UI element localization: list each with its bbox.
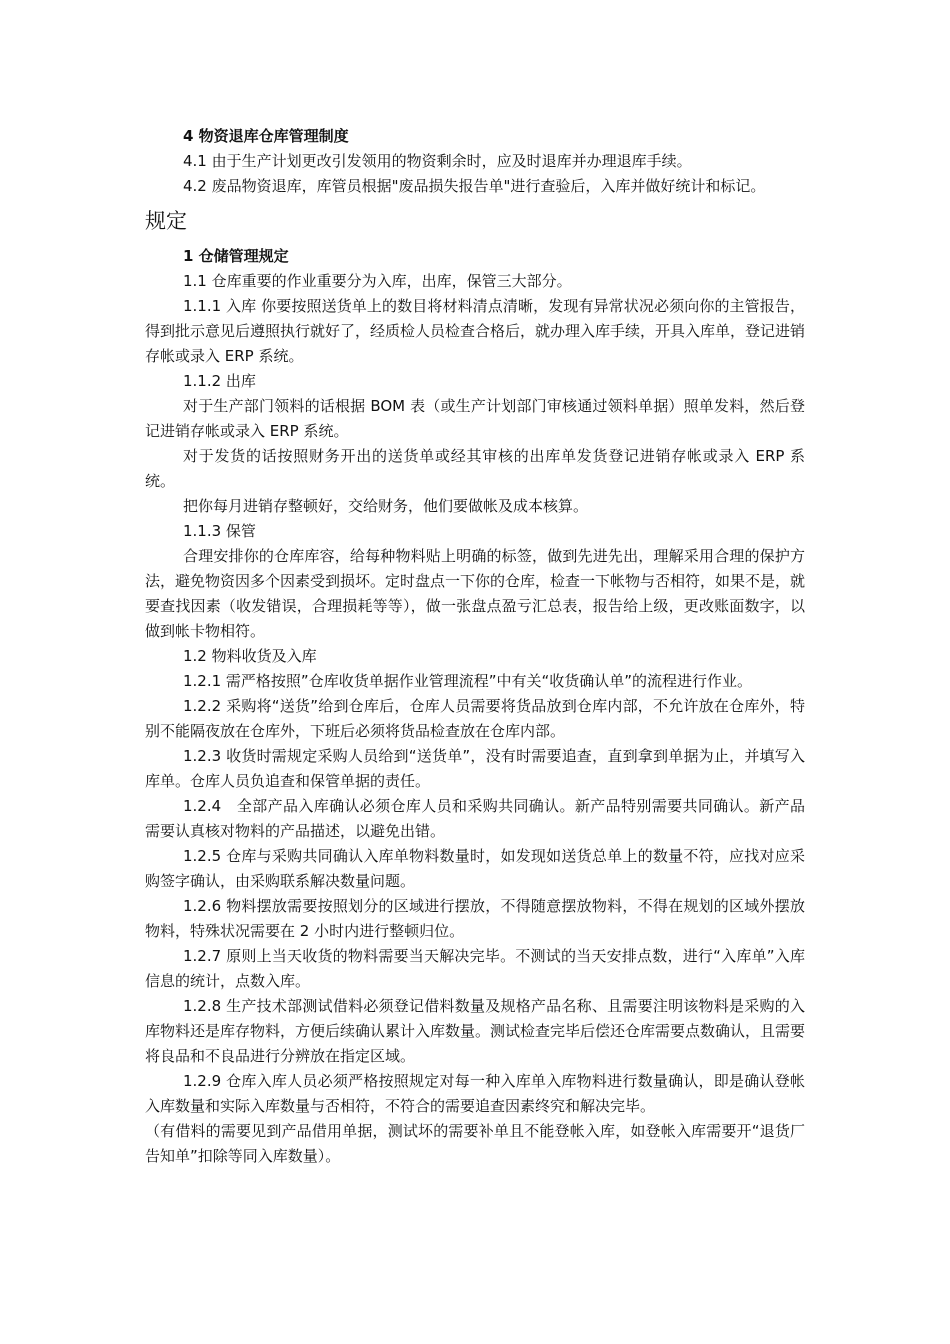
paragraph-1-1-2-c: 把你每月进销存整顿好，交给财务，他们要做帐及成本核算。: [183, 497, 589, 515]
paragraph-1-2-9-note: （有借料的需要见到产品借用单据，测试坏的需要补单且不能登帐入库，如登帐入库需要开“退货厂告知单”扣除等同入库数量）。: [145, 1122, 805, 1165]
paragraph-1-1-1: 1.1.1 入库 你要按照送货单上的数目将材料清点清晰，发现有异常状况必须向你的主管报告，得到批示意见后遵照执行就好了，经质检人员检查合格后，就办理入库手续，开具入库单，登记进销存帐或录入 ERP 系统。: [145, 297, 806, 365]
paragraph-4-1: 4.1 由于生产计划更改引发领用的物资剩余时，应及时退库并办理退库手续。: [183, 152, 692, 170]
paragraph-1-1: 1.1 仓库重要的作业重要分为入库，出库，保管三大部分。: [183, 272, 572, 290]
paragraph-1-2: 1.2 物料收货及入库: [183, 647, 317, 665]
subheading-1-1-2: 1.1.2 出库: [183, 372, 256, 390]
section-1-heading: 1 仓储管理规定: [183, 247, 289, 265]
paragraph-1-2-8: 1.2.8 生产技术部测试借料必须登记借料数量及规格产品名称、且需要注明该物料是采购的入库物料还是库存物料，方便后续确认累计入库数量。测试检查完毕后偿还仓库需要点数确认，且需要将良品和不良品进行分辨放在指定区域。: [145, 997, 806, 1065]
subheading-1-1-3: 1.1.3 保管: [183, 522, 256, 540]
paragraph-1-2-7: 1.2.7 原则上当天收货的物料需要当天解决完毕。不测试的当天安排点数，进行“入库单”入库信息的统计，点数入库。: [145, 947, 805, 990]
paragraph-1-1-3: 合理安排你的仓库库容，给每种物料贴上明确的标签，做到先进先出，理解采用合理的保护方法，避免物资因多个因素受到损坏。定时盘点一下你的仓库，检查一下帐物与否相符，如果不是，就要查找因素（收发错误，合理损耗等等），做一张盘点盈亏汇总表，报告给上级，更改账面数字，以做到帐卡物相符。: [145, 547, 806, 640]
paragraph-1-2-2: 1.2.2 采购将“送货”给到仓库后，仓库人员需要将货品放到仓库内部，不允许放在仓库外，特别不能隔夜放在仓库外，下班后必须将货品检查放在仓库内部。: [145, 697, 805, 740]
rules-title: 规定: [145, 209, 187, 233]
paragraph-1-2-5: 1.2.5 仓库与采购共同确认入库单物料数量时，如发现如送货总单上的数量不符，应找对应采购签字确认，由采购联系解决数量问题。: [145, 847, 805, 890]
paragraph-1-2-4: 1.2.4 全部产品入库确认必须仓库人员和采购共同确认。新产品特别需要共同确认。新产品需要认真核对物料的产品描述，以避免出错。: [145, 797, 805, 840]
section-4-heading: 4 物资退库仓库管理制度: [183, 127, 349, 145]
paragraph-1-2-9: 1.2.9 仓库入库人员必须严格按照规定对每一种入库单入库物料进行数量确认，即是确认登帐入库数量和实际入库数量与否相符，不符合的需要追查因素终究和解决完毕。: [145, 1072, 805, 1115]
document-page: [145, 124, 805, 1169]
paragraph-1-1-2-b: 对于发货的话按照财务开出的送货单或经其审核的出库单发货登记进销存帐或录入 ERP 系统。: [145, 447, 805, 490]
paragraph-4-2: 4.2 废品物资退库，库管员根据"废品损失报告单"进行查验后，入库并做好统计和标记。: [183, 177, 766, 195]
paragraph-1-2-1: 1.2.1 需严格按照”仓库收货单据作业管理流程”中有关“收货确认单”的流程进行作业。: [183, 672, 753, 690]
paragraph-1-1-2-a: 对于生产部门领料的话根据 BOM 表（或生产计划部门审核通过领料单据）照单发料，然后登记进销存帐或录入 ERP 系统。: [145, 397, 805, 440]
paragraph-1-2-6: 1.2.6 物料摆放需要按照划分的区域进行摆放，不得随意摆放物料，不得在规划的区域外摆放物料，特殊状况需要在 2 小时内进行整顿归位。: [145, 897, 805, 940]
paragraph-1-2-3: 1.2.3 收货时需规定采购人员给到“送货单”，没有时需要追查，直到拿到单据为止，并填写入库单。仓库人员负追查和保管单据的责任。: [145, 747, 805, 790]
